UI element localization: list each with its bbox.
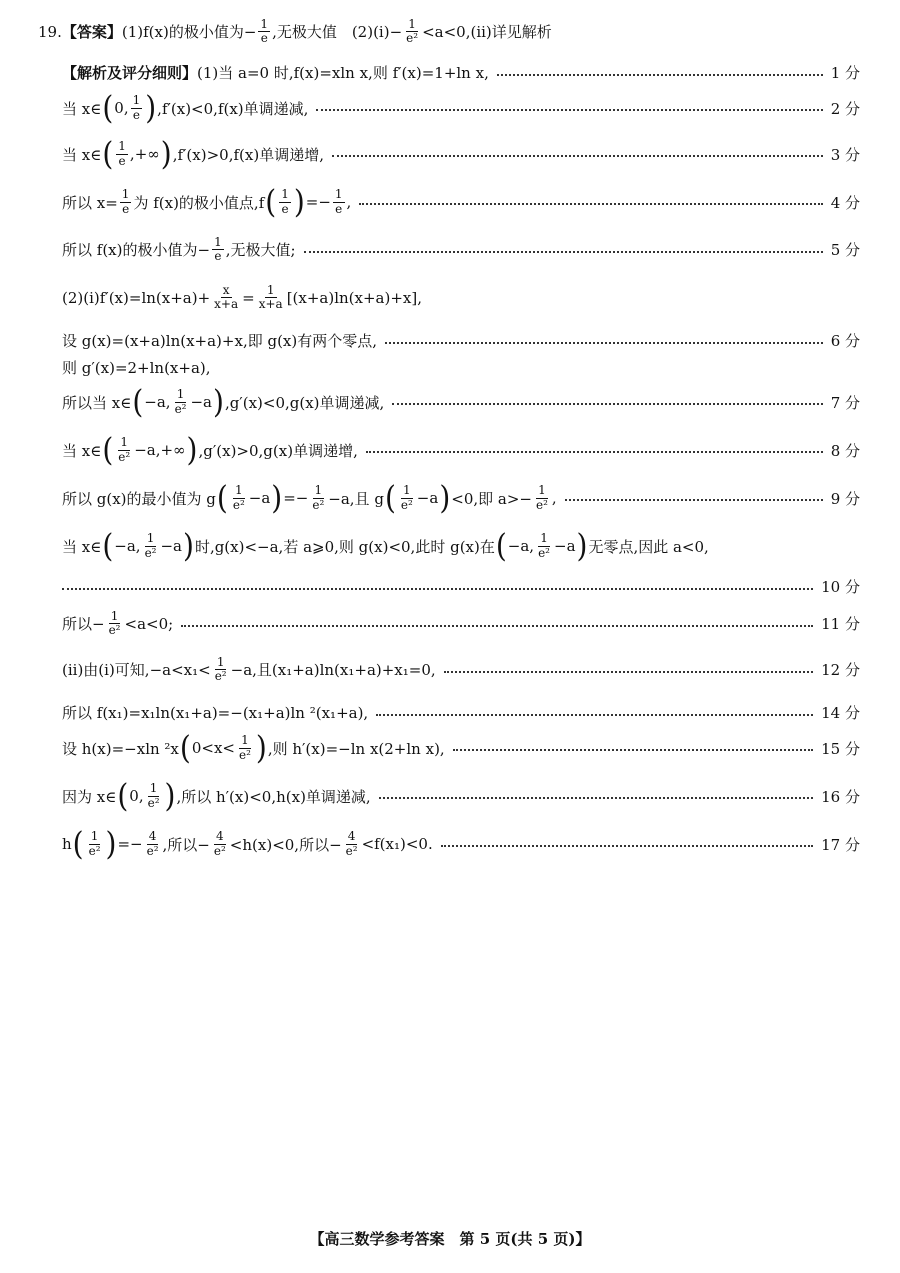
line-text: 所以−	[62, 615, 105, 634]
score: 16 分	[821, 787, 860, 806]
line-text: ,f′(x)>0,f(x)单调递增,	[172, 145, 324, 164]
solution-line-13	[62, 576, 860, 597]
frac-den: e²	[238, 747, 251, 762]
solution-line-6	[62, 284, 860, 311]
leader-dots	[444, 671, 813, 673]
line-text: 当 x∈	[62, 145, 102, 164]
frac-den: e²	[174, 401, 187, 416]
line-text: 则 g′(x)=2+ln(x+a),	[62, 359, 211, 377]
line-text: [(x+a)ln(x+a)+x],	[286, 288, 422, 307]
leader-dots	[565, 499, 823, 501]
paren-left: (	[265, 182, 277, 221]
score: 17 分	[821, 835, 860, 854]
fraction	[237, 734, 253, 761]
frac-num: 4	[148, 829, 157, 844]
score: 1 分	[830, 64, 860, 82]
line-text: h	[62, 835, 72, 853]
frac-num: 1	[132, 93, 141, 108]
score: 2 分	[830, 99, 860, 118]
paren-left: (	[102, 134, 114, 173]
line-text: =−	[283, 489, 309, 507]
page-footer: 【高三数学参考答案 第 5 页(共 5 页)】	[309, 1230, 591, 1248]
frac-den: e	[335, 201, 343, 216]
paren-left: (	[495, 526, 507, 565]
fraction	[145, 830, 161, 857]
solution-line-7	[62, 330, 860, 351]
leader-dots	[304, 251, 823, 253]
leader-dots	[316, 109, 822, 111]
line-text: ,则 h′(x)=−ln x(2+ln x),	[267, 739, 445, 758]
line-text: −a,	[507, 537, 535, 555]
line-text: 当 x∈	[62, 537, 102, 556]
fraction	[107, 610, 123, 637]
frac-den: e²	[214, 669, 227, 684]
line-text: =	[242, 288, 255, 307]
line-text: ,所以−	[162, 835, 210, 854]
line-text: −a	[554, 537, 576, 555]
line-text: ,+∞	[129, 145, 160, 163]
line-text: 无零点,因此 a<0,	[588, 537, 709, 556]
fraction	[344, 830, 360, 857]
solution-line-11	[62, 478, 860, 517]
frac-den: e²	[312, 497, 325, 512]
frac-den: e²	[406, 31, 419, 46]
score: 6 分	[830, 332, 860, 350]
frac-den: x+a	[258, 297, 283, 312]
score: 7 分	[830, 393, 860, 412]
question-number: 19.	[38, 22, 62, 41]
paren-right: )	[213, 382, 224, 421]
frac-den: e	[132, 107, 140, 122]
line-text: ,所以 h′(x)<0,h(x)单调递减,	[176, 787, 371, 806]
line-text: 0,	[129, 787, 144, 805]
frac-num: 1	[234, 483, 243, 498]
score: 12 分	[821, 661, 860, 680]
score: 14 分	[821, 704, 860, 722]
solution-line-16	[62, 702, 860, 723]
fraction	[120, 188, 132, 215]
fraction	[146, 782, 162, 809]
line-text: 因为 x∈	[62, 787, 117, 806]
frac-den: e	[260, 31, 268, 46]
fraction	[212, 830, 228, 857]
line-text: 当 x∈	[62, 99, 102, 118]
fraction	[213, 656, 229, 683]
line-text: <h(x)<0,所以−	[229, 835, 342, 854]
fraction	[131, 94, 143, 121]
frac-num: 1	[538, 483, 546, 498]
line-text: ,f′(x)<0,f(x)单调递减,	[157, 99, 309, 118]
frac-num: 1	[403, 483, 411, 498]
frac-den: e²	[232, 497, 245, 512]
frac-num: 1	[118, 139, 126, 154]
paren-right: )	[105, 824, 117, 863]
paren-left: (	[132, 382, 144, 421]
line-text: −a,+∞	[134, 441, 186, 459]
frac-den: e	[122, 201, 130, 216]
fraction	[310, 484, 326, 511]
leader-dots	[379, 797, 813, 799]
leader-dots	[366, 451, 823, 453]
frac-num: 1	[110, 609, 119, 623]
fraction	[116, 436, 132, 463]
fraction	[257, 284, 285, 311]
answer-line	[38, 18, 860, 45]
line-text: −a,	[144, 393, 171, 411]
frac-num: 1	[540, 531, 548, 546]
frac-den: e²	[146, 843, 159, 858]
line-text: =−	[117, 835, 143, 853]
solution-line-14	[62, 610, 860, 637]
line-text: ,g′(x)>0,g(x)单调递增,	[198, 441, 358, 460]
fraction	[534, 484, 550, 511]
frac-num: 1	[149, 781, 158, 796]
line-text: −a,	[114, 537, 141, 555]
paren-left: (	[102, 430, 114, 469]
line-text: 当 x∈	[62, 441, 102, 460]
paren-right: )	[160, 134, 172, 173]
frac-num: 1	[260, 17, 269, 31]
line-text: 时,g(x)<−a,若 a⩾0,则 g(x)<0,此时 g(x)在	[194, 537, 495, 556]
line-text: −a,且 g	[328, 489, 384, 508]
line-text: 0<x<	[191, 739, 235, 757]
frac-den: e²	[535, 497, 548, 512]
frac-den: e²	[213, 843, 226, 858]
line-text: 所以 g(x)的最小值为 g	[62, 489, 216, 508]
answer-text-2: ,无极大值 (2)(i)−	[272, 23, 403, 42]
paren-right: )	[255, 728, 267, 767]
leader-dots	[359, 203, 822, 205]
line-text: 为 f(x)的极小值点,f	[133, 193, 265, 212]
line-text: −a	[160, 537, 182, 555]
line-text: <f(x₁)<0.	[361, 835, 433, 853]
solution-line-19	[62, 824, 860, 863]
frac-num: 1	[216, 655, 225, 669]
solution-line-18	[62, 776, 860, 815]
answer-tag: 【答案】	[61, 23, 122, 42]
frac-den: e²	[144, 545, 157, 560]
line-text: 设 h(x)=−xln ²x	[62, 739, 179, 758]
score: 10 分	[821, 578, 860, 596]
line-text: =−	[305, 193, 331, 211]
score: 11 分	[821, 615, 860, 634]
fraction	[173, 388, 189, 415]
frac-num: 1	[90, 829, 99, 844]
line-text: 所以 f(x)的极小值为−	[62, 241, 211, 260]
leader-dots	[181, 625, 813, 627]
frac-num: 1	[281, 187, 289, 202]
paren-left: (	[102, 88, 114, 127]
line-text: −a	[190, 393, 212, 411]
paren-left: (	[102, 526, 114, 565]
frac-den: e	[281, 201, 289, 216]
fraction	[212, 236, 224, 263]
fraction	[212, 284, 240, 311]
leader-dots	[392, 403, 822, 405]
line-text: (1)当 a=0 时,f(x)=xln x,则 f′(x)=1+ln x,	[197, 64, 489, 82]
fraction	[231, 484, 247, 511]
paren-right: )	[164, 776, 176, 815]
line-text: ,	[346, 193, 352, 211]
line-text: <a<0;	[124, 614, 174, 633]
line-text: −a,且(x₁+a)ln(x₁+a)+x₁=0,	[230, 661, 436, 680]
paren-right: )	[293, 182, 305, 221]
frac-num: 1	[241, 733, 249, 748]
score: 9 分	[830, 489, 860, 508]
score: 3 分	[830, 145, 860, 164]
score: 8 分	[830, 441, 860, 460]
frac-den: e²	[538, 545, 550, 560]
line-text: (ii)由(i)可知,−a<x₁<	[62, 661, 211, 680]
frac-num: 1	[120, 435, 129, 450]
frac-num: 4	[216, 829, 224, 844]
line-text: −a	[248, 489, 271, 507]
frac-den: e²	[118, 449, 131, 464]
fraction	[279, 188, 291, 215]
frac-num: 1	[214, 235, 222, 249]
solution-line-1	[62, 62, 860, 83]
line-text: <0,即 a>−	[451, 489, 532, 508]
leader-dots	[62, 588, 813, 590]
score: 5 分	[830, 241, 860, 260]
frac-num: 1	[121, 187, 130, 202]
paren-right: )	[145, 88, 157, 127]
solution-line-9	[62, 382, 860, 421]
frac-den: e²	[400, 497, 413, 512]
frac-den: e²	[345, 843, 358, 858]
line-text: ,g′(x)<0,g(x)单调递减,	[224, 393, 385, 412]
leader-dots	[497, 74, 823, 76]
frac-den: e	[118, 153, 126, 168]
frac-num: 4	[347, 829, 356, 844]
line-text: 0,	[114, 99, 129, 117]
fraction	[116, 140, 128, 167]
paren-right: )	[183, 526, 194, 565]
fraction	[143, 532, 159, 559]
paren-left: (	[72, 824, 84, 863]
solution-line-12	[62, 526, 860, 565]
fraction	[404, 18, 420, 45]
frac-den: e	[214, 249, 222, 264]
analysis-tag: 【解析及评分细则】	[62, 64, 198, 82]
fraction	[399, 484, 415, 511]
frac-den: e²	[88, 843, 101, 858]
leader-dots	[453, 749, 813, 751]
paren-right: )	[439, 478, 451, 517]
solution-line-4	[62, 182, 860, 221]
paren-left: (	[384, 478, 396, 517]
frac-num: 1	[408, 17, 416, 31]
leader-dots	[376, 714, 813, 716]
frac-den: e²	[108, 623, 121, 638]
solution-line-5	[62, 236, 860, 263]
frac-num: 1	[266, 283, 275, 297]
line-text: 所以当 x∈	[62, 393, 132, 412]
fraction	[87, 830, 103, 857]
answer-text-3: <a<0,(ii)详见解析	[422, 23, 552, 42]
line-text: 所以 x=	[62, 193, 118, 212]
paren-left: (	[117, 776, 129, 815]
solution-line-17	[62, 728, 860, 767]
score: 4 分	[830, 193, 860, 212]
paren-right: )	[271, 478, 283, 517]
frac-den: x+a	[214, 297, 239, 312]
frac-num: 1	[314, 483, 323, 498]
paren-left: (	[179, 728, 191, 767]
paren-right: )	[576, 526, 588, 565]
frac-den: e²	[147, 795, 160, 810]
solution-line-8	[62, 357, 860, 378]
leader-dots	[332, 155, 823, 157]
solution-line-15	[62, 656, 860, 683]
answer-text-1: (1)f(x)的极小值为−	[121, 23, 257, 42]
line-text: ,无极大值;	[225, 241, 296, 260]
solution-line-2	[62, 88, 860, 127]
line-text: (2)(i)f′(x)=ln(x+a)+	[62, 288, 211, 307]
frac-num: 1	[146, 531, 155, 546]
frac-num: x	[222, 283, 230, 297]
line-text: −a	[416, 489, 439, 507]
frac-num: 1	[176, 387, 185, 402]
leader-dots	[385, 342, 823, 344]
paren-left: (	[216, 478, 228, 517]
solution-line-3	[62, 134, 860, 173]
fraction	[536, 532, 552, 559]
line-text: ,	[551, 489, 557, 507]
frac-num: 1	[334, 187, 343, 202]
fraction	[333, 188, 345, 215]
line-text: 所以 f(x₁)=x₁ln(x₁+a)=−(x₁+a)ln ²(x₁+a),	[62, 704, 369, 722]
paren-right: )	[186, 430, 198, 469]
fraction	[258, 18, 270, 45]
leader-dots	[441, 845, 813, 847]
score: 15 分	[821, 739, 860, 758]
solution-line-10	[62, 430, 860, 469]
line-text: 设 g(x)=(x+a)ln(x+a)+x,即 g(x)有两个零点,	[62, 332, 378, 350]
